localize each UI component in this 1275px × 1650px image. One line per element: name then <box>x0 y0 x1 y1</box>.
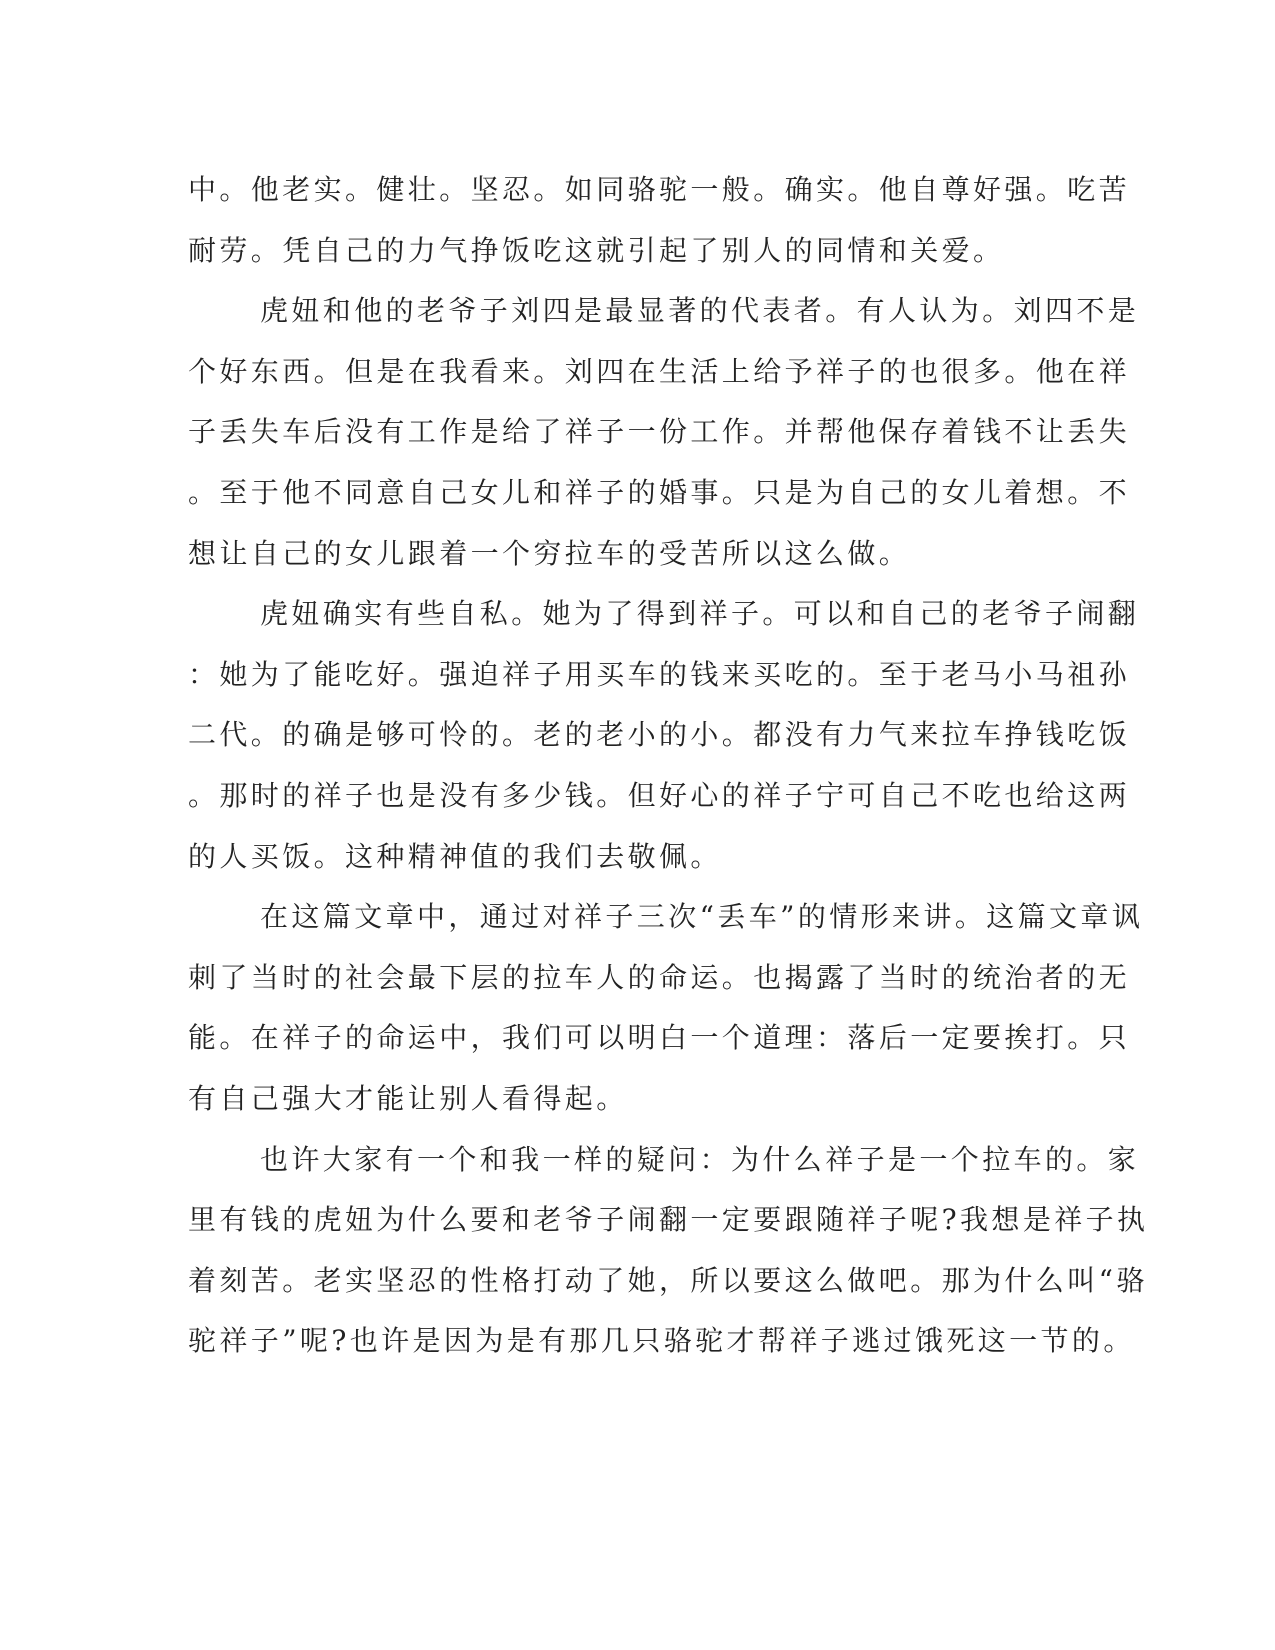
text-line: 二代。的确是够可怜的。老的老小的小。都没有力气来拉车挣钱吃饭 <box>188 718 1131 752</box>
text-line: 。那时的祥子也是没有多少钱。但好心的祥子宁可自己不吃也给这两 <box>188 778 1131 812</box>
text-line: 耐劳。凭自己的力气挣饭吃这就引起了别人的同情和关爱。 <box>188 233 1005 267</box>
text-line: 里有钱的虎妞为什么要和老爷子闹翻一定要跟随祥子呢?我想是祥子执 <box>188 1203 1149 1237</box>
text-line: 刺了当时的社会最下层的拉车人的命运。也揭露了当时的统治者的无 <box>188 960 1131 994</box>
text-line: 。至于他不同意自己女儿和祥子的婚事。只是为自己的女儿着想。不 <box>188 475 1131 509</box>
text-line: 有自己强大才能让别人看得起。 <box>188 1081 628 1115</box>
text-line: 中。他老实。健壮。坚忍。如同骆驼一般。确实。他自尊好强。吃苦 <box>188 173 1131 206</box>
text-line: 想让自己的女儿跟着一个穷拉车的受苦所以这么做。 <box>188 536 911 570</box>
paragraph-start-line: 虎妞和他的老爷子刘四是最显著的代表者。有人认为。刘四不是 <box>260 294 1140 328</box>
text-line: 的人买饭。这种精神值的我们去敬佩。 <box>188 839 722 873</box>
body-text <box>188 160 1149 1372</box>
paragraph-start-line: 也许大家有一个和我一样的疑问：为什么祥子是一个拉车的。家 <box>260 1142 1140 1176</box>
text-line: 子丢失车后没有工作是给了祥子一份工作。并帮他保存着钱不让丢失 <box>188 415 1131 449</box>
text-line: 着刻苦。老实坚忍的性格打动了她，所以要这么做吧。那为什么叫“骆 <box>188 1263 1148 1297</box>
paragraph-start-line: 虎妞确实有些自私。她为了得到祥子。可以和自己的老爷子闹翻 <box>260 597 1140 631</box>
text-line: ：她为了能吃好。强迫祥子用买车的钱来买吃的。至于老马小马祖孙 <box>188 657 1131 691</box>
text-line: 个好东西。但是在我看来。刘四在生活上给予祥子的也很多。他在祥 <box>188 354 1131 388</box>
text-line: 驼祥子”呢?也许是因为是有那几只骆驼才帮祥子逃过饿死这一节的。 <box>188 1324 1135 1358</box>
paragraph-start-line: 在这篇文章中，通过对祥子三次“丢车”的情形来讲。这篇文章讽 <box>260 900 1144 934</box>
text-line: 能。在祥子的命运中，我们可以明白一个道理：落后一定要挨打。只 <box>188 1021 1131 1055</box>
